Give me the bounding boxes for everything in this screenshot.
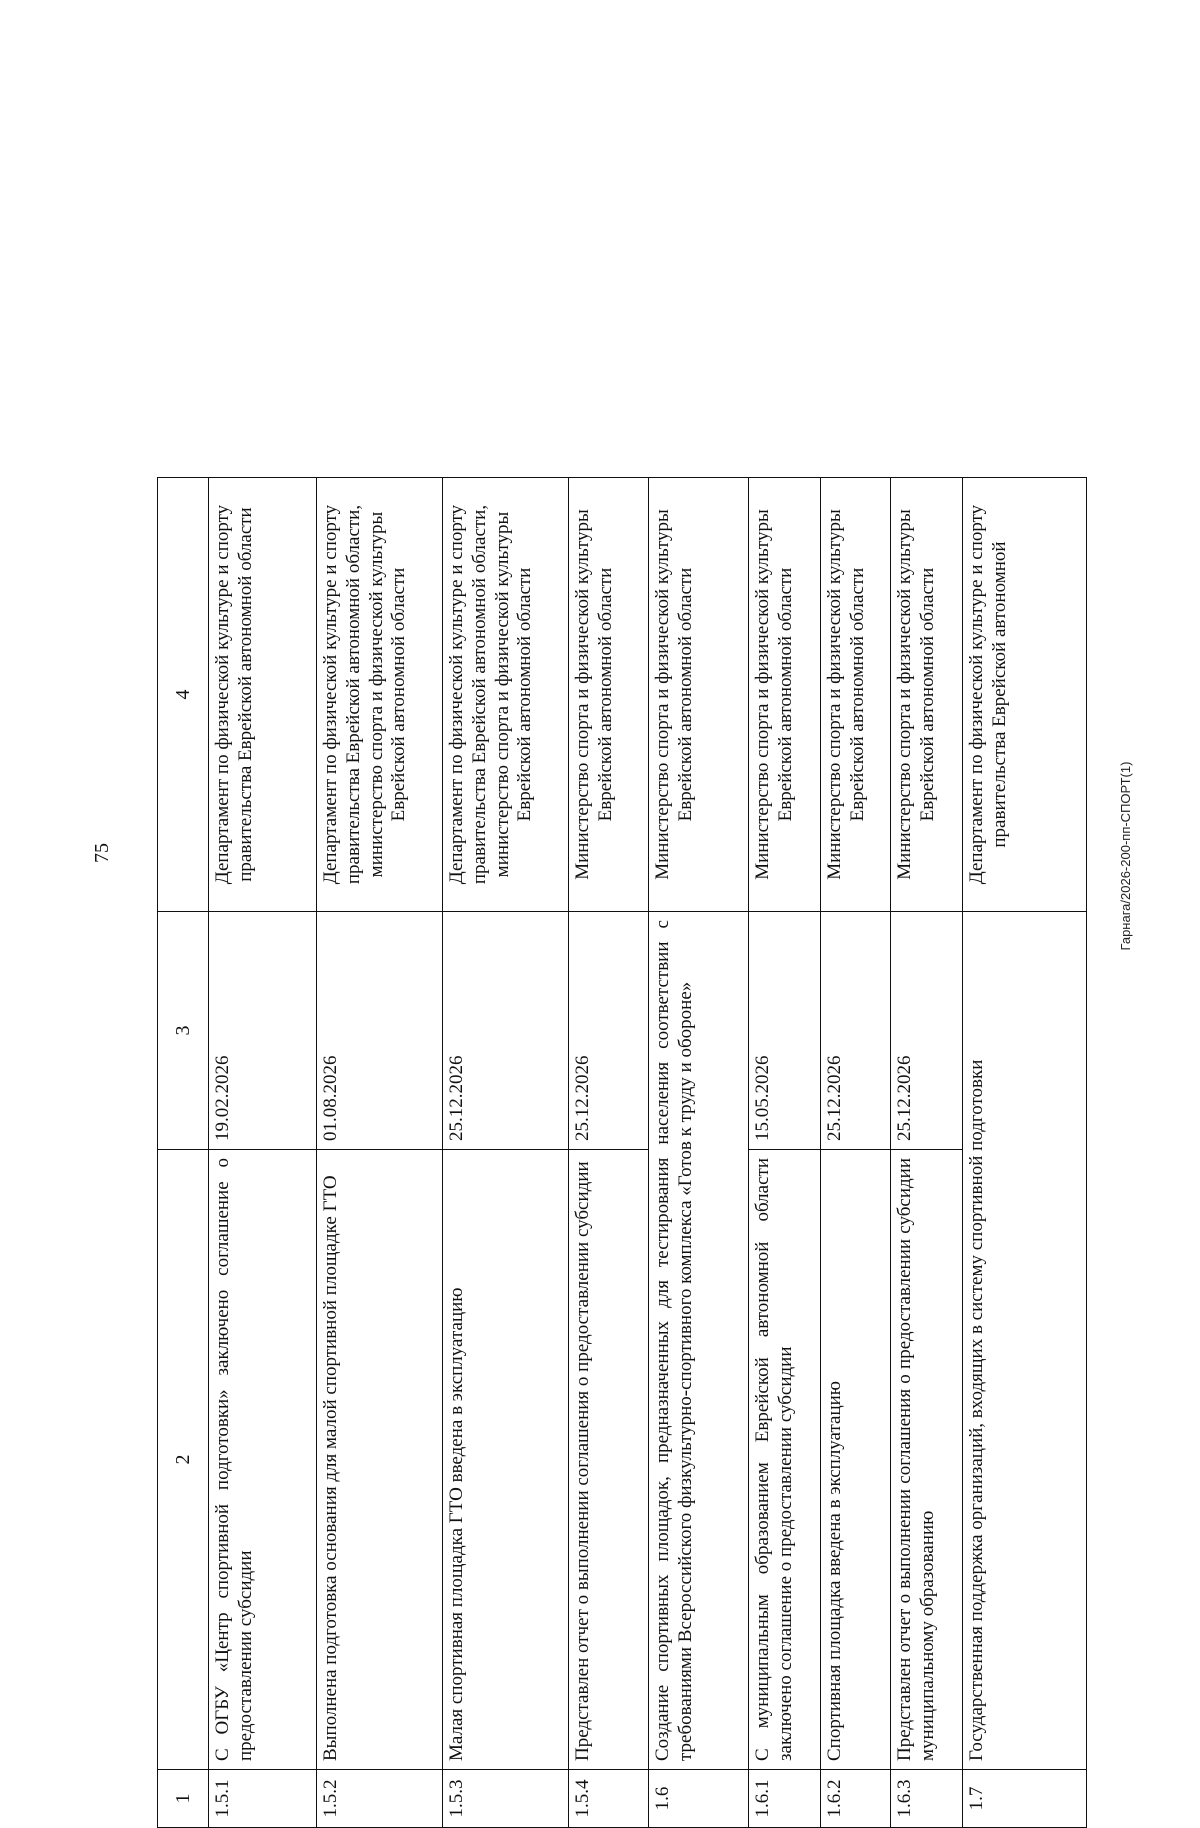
table-row: [443, 478, 569, 1828]
row-date: 01.08.2026: [317, 912, 443, 1150]
row-responsible: Министерство спорта и физической культуры Еврейской автономной области: [821, 478, 891, 912]
row-number: 1.6.1: [749, 1770, 821, 1828]
row-responsible: Департамент по физической культуре и спорту правительства Еврейской автономной области, министерство спорта и физической культуры Еврейской автономной области: [317, 478, 443, 912]
row-number: 1.5.4: [569, 1770, 649, 1828]
row-description: Представлен отчет о выполнении соглашения о предоставлении субсидии: [569, 1150, 649, 1770]
row-responsible: Министерство спорта и физической культуры Еврейской автономной области: [891, 478, 963, 912]
row-description: Представлен отчет о выполнении соглашения о предоставлении субсидии муниципальному образованию: [891, 1150, 963, 1770]
plan-table: [157, 477, 1087, 1828]
page-number: 75: [91, 843, 113, 863]
row-date: 25.12.2026: [443, 912, 569, 1150]
row-date: 25.12.2026: [569, 912, 649, 1150]
row-description: С ОГБУ «Центр спортивной подготовки» заключено соглашение о предоставлении субсидии: [209, 1150, 317, 1770]
row-responsible: Министерство спорта и физической культуры Еврейской автономной области: [749, 478, 821, 912]
row-responsible: Министерство спорта и физической культуры Еврейской автономной области: [569, 478, 649, 912]
table-row: [821, 478, 891, 1828]
row-number: 1.5.1: [209, 1770, 317, 1828]
header-cell-4: 4: [158, 478, 209, 912]
table-row: [569, 478, 649, 1828]
row-number: 1.6.3: [891, 1770, 963, 1828]
row-description: Выполнена подготовка основания для малой спортивной площадке ГТО: [317, 1150, 443, 1770]
table-row: [963, 478, 1087, 1828]
table-row: [317, 478, 443, 1828]
header-cell-3: 3: [158, 912, 209, 1150]
table-container: [157, 478, 1087, 1828]
row-responsible: Департамент по физической культуре и спорту правительства Еврейской автономной: [963, 478, 1087, 912]
row-responsible: Департамент по физической культуре и спорту правительства Еврейской автономной области: [209, 478, 317, 912]
table-row: [749, 478, 821, 1828]
row-description: Создание спортивных площадок, предназначенных для тестирования населения соответствии с требованиями Всероссийского физкультурно-спортивного комплекса «Готов к труду и обороне»: [649, 912, 749, 1770]
row-date: 19.02.2026: [209, 912, 317, 1150]
row-description: С муниципальным образованием Еврейской автономной области заключено соглашение о предоставлении субсидии: [749, 1150, 821, 1770]
row-responsible: Департамент по физической культуре и спорту правительства Еврейской автономной области, министерство спорта и физической культуры Еврейской автономной области: [443, 478, 569, 912]
table-header-row: [158, 478, 209, 1828]
row-number: 1.5.3: [443, 1770, 569, 1828]
document-code: Гарнага/2026-200-пп-СПОРТ(1): [1118, 761, 1133, 951]
row-responsible: Министерство спорта и физической культуры Еврейской автономной области: [649, 478, 749, 912]
row-number: 1.6: [649, 1770, 749, 1828]
table-row: [649, 478, 749, 1828]
row-date: 15.05.2026: [749, 912, 821, 1150]
row-description: Спортивная площадка введена в эксплуатацию: [821, 1150, 891, 1770]
row-number: 1.7: [963, 1770, 1087, 1828]
row-number: 1.6.2: [821, 1770, 891, 1828]
row-date: 25.12.2026: [891, 912, 963, 1150]
row-description: Государственная поддержка организаций, входящих в систему спортивной подготовки: [963, 912, 1087, 1770]
header-cell-1: 1: [158, 1770, 209, 1828]
table-row: [209, 478, 317, 1828]
header-cell-2: 2: [158, 1150, 209, 1770]
row-date: 25.12.2026: [821, 912, 891, 1150]
row-description: Малая спортивная площадка ГТО введена в эксплуатацию: [443, 1150, 569, 1770]
row-number: 1.5.2: [317, 1770, 443, 1828]
table-row: [891, 478, 963, 1828]
